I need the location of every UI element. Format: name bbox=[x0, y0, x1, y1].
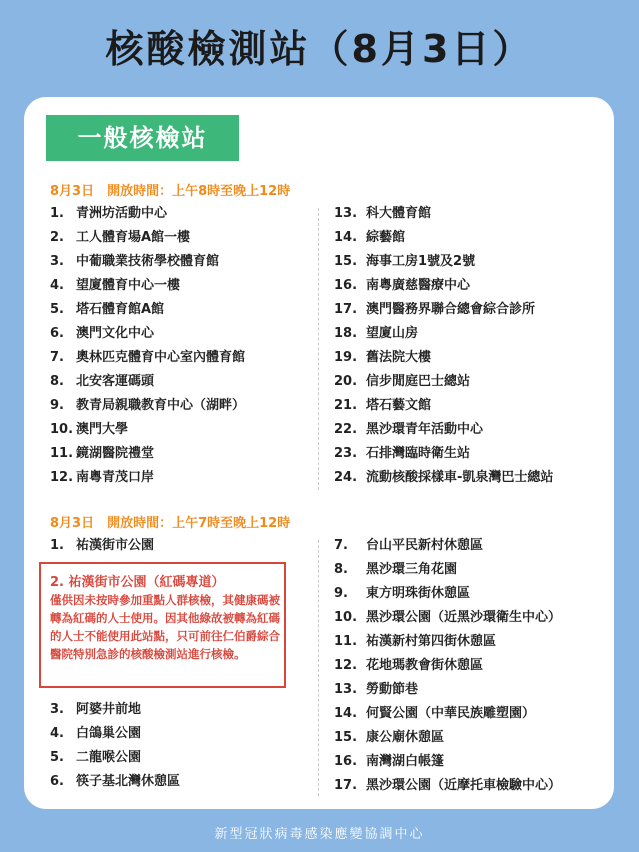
item-name: 花地瑪教會街休憩區 bbox=[366, 658, 484, 673]
item-number: 15. bbox=[334, 730, 358, 745]
item-name: 白鴿巢公園 bbox=[76, 726, 142, 741]
group1-divider bbox=[318, 208, 319, 490]
item-name: 中葡職業技術學校體育館 bbox=[76, 254, 220, 269]
item-name: 鏡湖醫院禮堂 bbox=[76, 446, 155, 461]
list-item bbox=[334, 706, 535, 722]
item-number: 11. bbox=[50, 446, 74, 461]
item-number: 2. bbox=[50, 230, 64, 245]
item-name: 黑沙環公園（近黑沙環衛生中心） bbox=[366, 610, 562, 625]
list-item bbox=[334, 610, 561, 626]
item-number: 7. bbox=[50, 350, 64, 365]
list-item bbox=[334, 730, 444, 746]
list-item bbox=[334, 278, 470, 294]
item-name: 南粵廣慈醫療中心 bbox=[366, 278, 471, 293]
item-name: 阿婆井前地 bbox=[76, 702, 142, 717]
item-number: 16. bbox=[334, 278, 358, 293]
item-number: 13. bbox=[334, 206, 358, 221]
list-item bbox=[50, 374, 154, 390]
item-name: 望廈體育中心一樓 bbox=[76, 278, 181, 293]
item-number: 9. bbox=[50, 398, 64, 413]
footer-org: 新型冠狀病毒感染應變協調中心 bbox=[214, 827, 425, 842]
item-number: 10. bbox=[334, 610, 358, 625]
item-name: 筷子基北灣休憩區 bbox=[76, 774, 181, 789]
item-name: 南粵青茂口岸 bbox=[76, 470, 155, 485]
list-item bbox=[50, 326, 154, 342]
item-name: 勞動節巷 bbox=[366, 682, 419, 697]
item-name: 海事工房1號及2號 bbox=[366, 254, 476, 269]
list-item bbox=[334, 586, 470, 602]
item-number: 13. bbox=[334, 682, 358, 697]
list-item bbox=[334, 350, 431, 366]
item-name: 黑沙環青年活動中心 bbox=[366, 422, 484, 437]
item-number: 18. bbox=[334, 326, 358, 341]
list-item bbox=[334, 326, 418, 342]
list-item bbox=[50, 350, 245, 366]
list-item bbox=[334, 682, 418, 698]
item-number: 1. bbox=[50, 206, 64, 221]
list-item bbox=[334, 562, 457, 578]
list-item bbox=[50, 398, 245, 414]
item-name: 北安客運碼頭 bbox=[76, 374, 155, 389]
list-item bbox=[50, 422, 128, 438]
red-code-note: 僅供因未按時參加重點人群核檢，其健康碼被轉為紅碼的人士使用。因其他綠故被轉為紅碼的人士不能使用此站點，只可前往仁伯爵綜合醫院特別急診的核酸檢測站進行核檢。 bbox=[50, 593, 280, 661]
item-name: 二龍喉公園 bbox=[76, 750, 142, 765]
list-item bbox=[50, 206, 167, 222]
list-item bbox=[334, 422, 483, 438]
item-number: 5. bbox=[50, 750, 64, 765]
item-name: 台山平民新村休憩區 bbox=[366, 538, 484, 553]
item-number: 19. bbox=[334, 350, 358, 365]
item-number: 20. bbox=[334, 374, 358, 389]
item-number: 7. bbox=[334, 538, 348, 553]
item-name: 澳門文化中心 bbox=[76, 326, 155, 341]
item-name: 澳門大學 bbox=[76, 422, 129, 437]
item-name: 黑沙環公園（近摩托車檢驗中心） bbox=[366, 778, 562, 793]
item-number: 24. bbox=[334, 470, 358, 485]
item-name: 綜藝館 bbox=[366, 230, 406, 245]
item-name: 澳門醫務界聯合總會綜合診所 bbox=[366, 302, 536, 317]
list-item bbox=[334, 754, 444, 770]
item-number: 14. bbox=[334, 706, 358, 721]
list-item bbox=[50, 774, 180, 790]
item-number: 10. bbox=[50, 422, 74, 437]
item-number: 17. bbox=[334, 778, 358, 793]
list-item bbox=[50, 254, 219, 270]
item-name: 教青局親職教育中心（湖畔） bbox=[76, 398, 246, 413]
item-name: 工人體育場A館一樓 bbox=[76, 230, 191, 245]
item-number: 12. bbox=[50, 470, 74, 485]
group2-hours: 8月3日 開放時間：上午7時至晚上12時 bbox=[50, 516, 291, 531]
item-name: 黑沙環三角花園 bbox=[366, 562, 458, 577]
item-number: 21. bbox=[334, 398, 358, 413]
list-item bbox=[334, 398, 431, 414]
item-name: 何賢公園（中華民族雕塑園） bbox=[366, 706, 536, 721]
item-number: 16. bbox=[334, 754, 358, 769]
item-number: 15. bbox=[334, 254, 358, 269]
list-item bbox=[334, 446, 470, 462]
item-number: 17. bbox=[334, 302, 358, 317]
item-number: 9. bbox=[334, 586, 348, 601]
page-title: 核酸檢測站（8月3日） bbox=[105, 27, 534, 71]
list-item bbox=[334, 230, 405, 246]
list-item bbox=[50, 702, 141, 718]
item-number: 23. bbox=[334, 446, 358, 461]
red-code-title: 2. 祐漢街市公園（紅碼專道） bbox=[50, 575, 225, 590]
item-number: 4. bbox=[50, 726, 64, 741]
list-item bbox=[334, 470, 553, 486]
item-number: 14. bbox=[334, 230, 358, 245]
group2-divider bbox=[318, 540, 319, 796]
item-name: 青洲坊活動中心 bbox=[76, 206, 168, 221]
list-item bbox=[50, 538, 154, 554]
item-number: 8. bbox=[50, 374, 64, 389]
item-number: 12. bbox=[334, 658, 358, 673]
list-item bbox=[334, 778, 561, 794]
item-name: 石排灣臨時衛生站 bbox=[366, 446, 471, 461]
item-name: 塔石藝文館 bbox=[366, 398, 432, 413]
group1-hours: 8月3日 開放時間：上午8時至晚上12時 bbox=[50, 184, 291, 199]
item-name: 康公廟休憩區 bbox=[366, 730, 445, 745]
list-item bbox=[50, 726, 141, 742]
item-name: 祐漢街市公園 bbox=[76, 538, 155, 553]
item-number: 6. bbox=[50, 774, 64, 789]
item-name: 流動核酸採樣車-凱泉灣巴士總站 bbox=[366, 470, 554, 485]
list-item bbox=[334, 374, 470, 390]
item-name: 信步閒庭巴士總站 bbox=[366, 374, 471, 389]
item-name: 塔石體育館A館 bbox=[76, 302, 165, 317]
item-name: 望廈山房 bbox=[366, 326, 419, 341]
item-number: 4. bbox=[50, 278, 64, 293]
item-name: 科大體育館 bbox=[366, 206, 432, 221]
list-item bbox=[50, 278, 180, 294]
list-item bbox=[334, 634, 496, 650]
item-name: 東方明珠街休憩區 bbox=[366, 586, 471, 601]
item-number: 1. bbox=[50, 538, 64, 553]
item-number: 22. bbox=[334, 422, 358, 437]
item-number: 3. bbox=[50, 702, 64, 717]
item-number: 3. bbox=[50, 254, 64, 269]
list-item bbox=[334, 206, 431, 222]
item-name: 祐漢新村第四街休憩區 bbox=[366, 634, 497, 649]
list-item bbox=[50, 230, 190, 246]
item-name: 奧林匹克體育中心室內體育館 bbox=[76, 350, 246, 365]
item-number: 5. bbox=[50, 302, 64, 317]
item-number: 6. bbox=[50, 326, 64, 341]
list-item bbox=[50, 446, 154, 462]
list-item bbox=[334, 658, 483, 674]
item-number: 11. bbox=[334, 634, 358, 649]
list-item bbox=[50, 750, 141, 766]
item-name: 舊法院大樓 bbox=[366, 350, 432, 365]
list-item bbox=[50, 302, 164, 318]
item-number: 8. bbox=[334, 562, 348, 577]
list-item bbox=[50, 470, 154, 486]
item-name: 南灣湖白帳篷 bbox=[366, 754, 445, 769]
list-item bbox=[334, 538, 483, 554]
list-item bbox=[334, 302, 535, 318]
list-item bbox=[334, 254, 475, 270]
section-label: 一般核檢站 bbox=[46, 115, 239, 161]
